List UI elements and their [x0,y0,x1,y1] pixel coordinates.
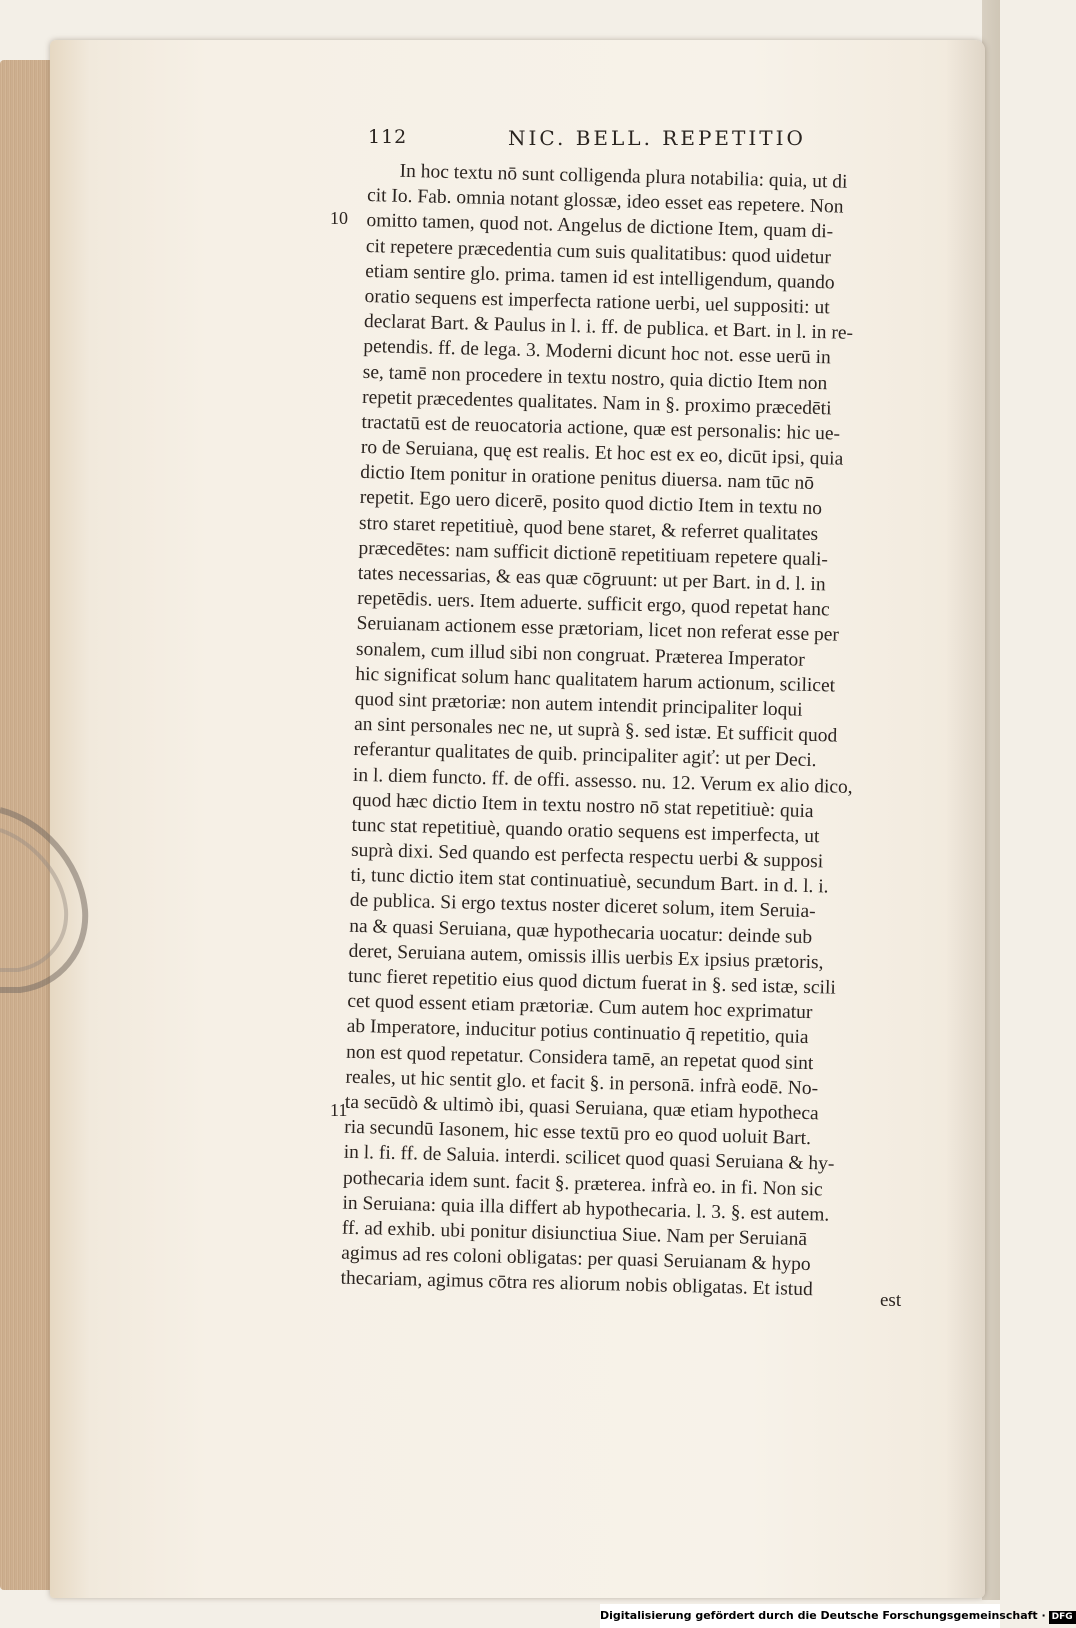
body-text [340,158,928,1305]
text-line: in Seruiana: quia illa differt ab hypothecaria. l. 3. §. est autem. [342,1192,830,1226]
catchword: est [880,1290,902,1311]
text-line: stro staret repetitiuè, quod bene staret, & referret qualitates [358,512,819,545]
text-line: cit Io. Fab. omnia notant glossæ, ideo esset eas repetere. Non [366,185,844,218]
text-line: thecariam, agimus cōtra res aliorum nobis obligatas. Et istud [340,1267,813,1301]
text-line: tunc stat repetitiuè, quando oratio sequens est imperfecta, ut [351,814,820,848]
text-line: tates necessarias, & eas quæ cōgruunt: ut per Bart. in d. l. in [357,562,826,596]
text-line: agimus ad res coloni obligatas: per quasi Seruianam & hypo [340,1242,811,1276]
text-line: etiam sentire glo. prima. tamen id est intelligendum, quando [364,260,835,294]
text-line: petendis. ff. de lega. 3. Moderni dicunt hoc not. esse uerū in [363,336,832,369]
text-line: se, tamē non procedere in textu nostro, quia dictio Item non [362,361,828,394]
text-line: referantur qualitates de quib. principaliter agiť: ut per Deci. [353,739,817,772]
text-line: an sint personales nec ne, ut suprà §. sed istæ. Et sufficit quod [353,713,838,747]
text-line: repetēdis. uers. Item aduerte. sufficit ergo, quod repetat hanc [356,588,830,621]
text-line: na & quasi Seruiana, quæ hypothecaria uocatur: deinde sub [348,915,813,948]
text-line: declarat Bart. & Paulus in l. i. ff. de publica. et Bart. in l. in re- [363,311,854,345]
folio-number: 112 [368,126,408,148]
text-line: pothecaria idem sunt. facit §. præterea. infrà eo. in fi. Non sic [342,1167,823,1200]
margin-number: 11 [330,1100,348,1120]
text-line: cet quod essent etiam prætoriæ. Cum autem hoc exprimatur [347,990,813,1024]
text-line: In hoc textu nō sunt colligenda plura notabilia: quia, ut di [399,160,848,193]
text-line: repetit præcedentes qualitates. Nam in §. proximo præcedēti [361,386,832,420]
text-line: tractatū est de reuocatoria actione, quæ est personalis: hic ue- [361,411,841,445]
text-line: de publica. Si ergo textus noster diceret solum, item Seruia- [349,890,816,923]
text-line: Seruianam actionem esse prætoriam, licet non referat esse per [356,613,840,647]
text-line: in l. diem functo. ff. de offi. assesso. nu. 12. Verum ex alio dico, [352,764,853,798]
text-line: non est quod repetatur. Considera tamē, an repetat quod sint [345,1041,814,1074]
page-clip-icon [0,800,90,1000]
digitization-footer [600,1604,1073,1628]
text-line: repetit. Ego uero dicerē, posito quod dictio Item in textu no [359,487,823,520]
text-line: dictio Item ponitur in oratione penitus diuersa. nam tūc nō [360,462,815,495]
text-line: oratio sequens est imperfecta ratione uerbi, uel suppositi: ut [364,285,830,319]
text-line: quod hæc dictio Item in textu nostro nō stat repetitiuè: quia [352,789,814,822]
text-line: præcedētes: nam sufficit dictionē repetitiuam repetere quali- [358,537,829,571]
dfg-logo: DFG [1049,1611,1076,1624]
margin-number: 10 [330,208,348,228]
text-line: quod sint prætoriæ: non autem intendit principaliter loqui [354,688,803,721]
text-line: deret, Seruiana autem, omissis illis uerbis Ex ipsius prætoris, [348,940,824,974]
running-head: NIC. BELL. REPETITIO [508,126,806,150]
text-line: cit repetere præcedentia cum suis qualitatibus: quod uidetur [365,235,832,268]
text-line: ab Imperatore, inducitur potius continuatio q̄ repetitio, quia [346,1016,809,1049]
text-line: ria secundū Iasonem, hic esse textū pro eo quod uoluit Bart. [344,1116,812,1150]
text-line: omitto tamen, quod not. Angelus de dictione Item, quam di- [366,210,834,243]
text-line: ti, tunc dictio item stat continuatiuè, secundum Bart. in d. l. i. [350,865,829,898]
text-line: tunc fieret repetitio eius quod dictum fuerat in §. sed istæ, scili [347,965,837,999]
text-line: suprà dixi. Sed quando est perfecta respectu uerbi & supposi [350,839,824,873]
text-line: sonalem, cum illud sibi non congruat. Præterea Imperator [355,638,806,671]
text-line: hic significat solum hanc qualitatem harum actionum, scilicet [355,663,836,697]
footer-text: Digitalisierung gefördert durch die Deutsche Forschungsgemeinschaft · [600,1609,1046,1622]
text-line: in l. fi. ff. de Saluia. interdi. scilicet quod quasi Seruiana & hy- [343,1142,835,1176]
text-line: ro de Seruiana, quę est realis. Et hoc est ex eo, dicūt ipsi, quia [360,436,844,470]
text-line: reales, ut hic sentit glo. et facit §. in personā. infrà eodē. No- [345,1066,819,1100]
text-line: ff. ad exhib. ubi ponitur disiunctiua Siue. Nam per Seruianā [341,1217,808,1250]
text-line: ta secūdò & ultimò ibi, quasi Seruiana, quæ etiam hypotheca [344,1091,819,1125]
